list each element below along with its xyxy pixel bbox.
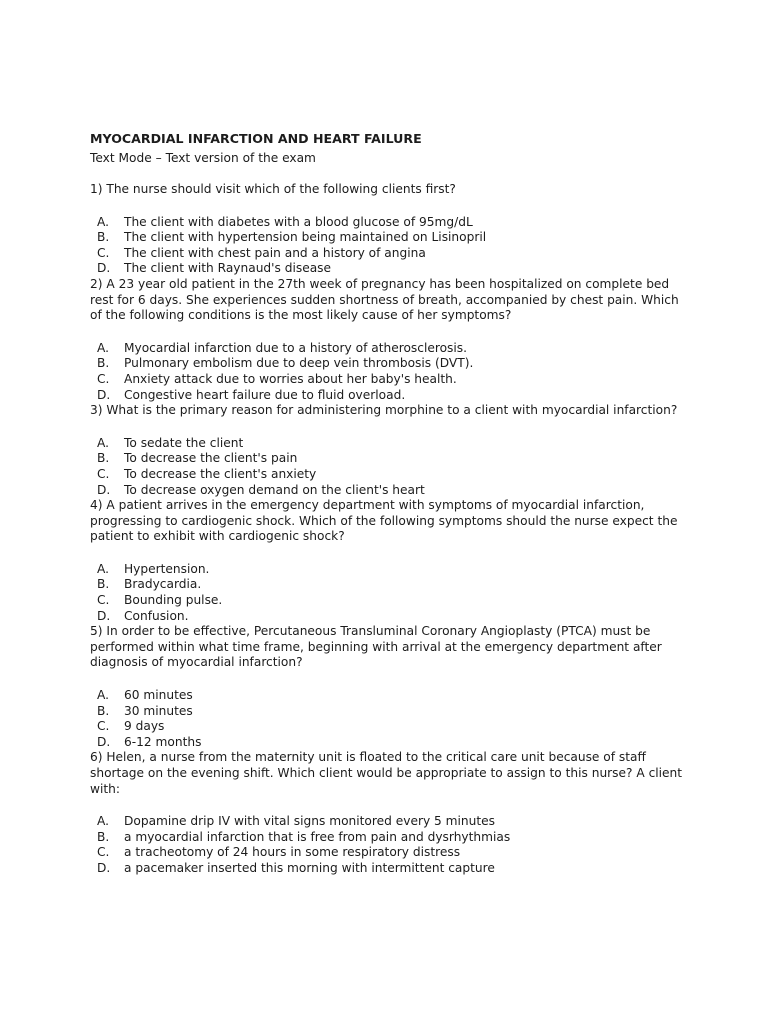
option-letter: A. bbox=[97, 688, 109, 703]
option-letter: C. bbox=[97, 466, 110, 481]
option-text: 30 minutes bbox=[124, 703, 193, 718]
option-text: The client with chest pain and a history of angina bbox=[124, 245, 426, 260]
option-text: Pulmonary embolism due to deep vein thrombosis (DVT). bbox=[124, 356, 474, 371]
option-letter: B. bbox=[97, 451, 110, 466]
option-text: 6-12 months bbox=[124, 734, 202, 749]
question-block bbox=[90, 498, 690, 624]
answer-option bbox=[90, 341, 690, 357]
answer-option bbox=[90, 609, 690, 625]
answer-option bbox=[90, 451, 690, 467]
option-letter: D. bbox=[97, 860, 111, 875]
answer-option bbox=[90, 467, 690, 483]
option-letter: A. bbox=[97, 214, 109, 229]
option-letter: A. bbox=[97, 561, 109, 576]
answer-options bbox=[90, 688, 690, 750]
answer-option bbox=[90, 562, 690, 578]
option-text: a tracheotomy of 24 hours in some respiratory distress bbox=[124, 845, 461, 860]
answer-option bbox=[90, 688, 690, 704]
option-letter: B. bbox=[97, 829, 110, 844]
option-letter: C. bbox=[97, 719, 110, 734]
option-letter: C. bbox=[97, 845, 110, 860]
answer-option bbox=[90, 704, 690, 720]
answer-option bbox=[90, 246, 690, 262]
option-text: Congestive heart failure due to fluid overload. bbox=[124, 387, 406, 402]
option-text: 9 days bbox=[124, 719, 165, 734]
answer-option bbox=[90, 830, 690, 846]
option-text: Dopamine drip IV with vital signs monitored every 5 minutes bbox=[124, 814, 495, 829]
answer-option bbox=[90, 483, 690, 499]
question-list bbox=[90, 182, 690, 877]
option-letter: D. bbox=[97, 482, 111, 497]
question-text: 5) In order to be effective, Percutaneous Transluminal Coronary Angioplasty (PTCA) must be performed within what time frame, beginning with arrival at the emergency department after diagnosis of myocardial infarction? bbox=[90, 624, 662, 670]
option-text: To sedate the client bbox=[124, 435, 244, 450]
option-text: To decrease the client's pain bbox=[124, 451, 298, 466]
option-letter: A. bbox=[97, 340, 109, 355]
question-block bbox=[90, 277, 690, 403]
answer-option bbox=[90, 814, 690, 830]
option-letter: B. bbox=[97, 703, 110, 718]
option-letter: C. bbox=[97, 593, 110, 608]
question-text: 4) A patient arrives in the emergency department with symptoms of myocardial infarction, progressing to cardiogenic shock. Which of the following symptoms should the nurse expect the patient to exhibit with cardiogenic shock? bbox=[90, 498, 678, 544]
option-letter: C. bbox=[97, 245, 110, 260]
option-text: Myocardial infarction due to a history of atherosclerosis. bbox=[124, 340, 467, 355]
option-letter: B. bbox=[97, 577, 110, 592]
option-letter: D. bbox=[97, 734, 111, 749]
document-subtitle: Text Mode – Text version of the exam bbox=[90, 151, 316, 165]
option-text: To decrease oxygen demand on the client's heart bbox=[124, 482, 425, 497]
option-letter: D. bbox=[97, 387, 111, 402]
answer-option bbox=[90, 436, 690, 452]
option-text: a pacemaker inserted this morning with intermittent capture bbox=[124, 860, 495, 875]
answer-options bbox=[90, 814, 690, 876]
option-text: Anxiety attack due to worries about her baby's health. bbox=[124, 371, 457, 386]
answer-option bbox=[90, 356, 690, 372]
answer-option bbox=[90, 861, 690, 877]
option-letter: A. bbox=[97, 814, 109, 829]
option-text: Hypertension. bbox=[124, 561, 210, 576]
question-block bbox=[90, 403, 690, 498]
question-block bbox=[90, 182, 690, 277]
answer-option bbox=[90, 388, 690, 404]
option-letter: C. bbox=[97, 371, 110, 386]
document-title: MYOCARDIAL INFARCTION AND HEART FAILURE bbox=[90, 131, 422, 146]
option-letter: B. bbox=[97, 356, 110, 371]
option-text: The client with hypertension being maintained on Lisinopril bbox=[124, 230, 487, 245]
answer-options bbox=[90, 562, 690, 624]
exam-page bbox=[90, 130, 690, 877]
option-text: Bounding pulse. bbox=[124, 593, 223, 608]
answer-option bbox=[90, 735, 690, 751]
option-text: Bradycardia. bbox=[124, 577, 202, 592]
option-text: a myocardial infarction that is free from pain and dysrhythmias bbox=[124, 829, 511, 844]
question-text: 6) Helen, a nurse from the maternity unit is floated to the critical care unit because of staff shortage on the evening shift. Which client would be appropriate to assign to this nurse? A client with: bbox=[90, 750, 683, 796]
question-block bbox=[90, 750, 690, 876]
answer-option bbox=[90, 372, 690, 388]
answer-option bbox=[90, 261, 690, 277]
question-text: 1) The nurse should visit which of the following clients first? bbox=[90, 182, 456, 196]
answer-option bbox=[90, 577, 690, 593]
answer-option bbox=[90, 215, 690, 231]
option-letter: D. bbox=[97, 261, 111, 276]
option-text: Confusion. bbox=[124, 608, 189, 623]
option-letter: D. bbox=[97, 608, 111, 623]
answer-options bbox=[90, 215, 690, 277]
answer-option bbox=[90, 719, 690, 735]
option-text: 60 minutes bbox=[124, 688, 193, 703]
answer-options bbox=[90, 436, 690, 498]
question-block bbox=[90, 624, 690, 750]
option-text: To decrease the client's anxiety bbox=[124, 466, 317, 481]
option-text: The client with Raynaud's disease bbox=[124, 261, 332, 276]
option-text: The client with diabetes with a blood glucose of 95mg/dL bbox=[124, 214, 473, 229]
answer-option bbox=[90, 230, 690, 246]
question-text: 2) A 23 year old patient in the 27th week of pregnancy has been hospitalized on complete bed rest for 6 days. She experiences sudden shortness of breath, accompanied by chest pain. Which of the following conditions is the most likely cause of her symptoms? bbox=[90, 276, 679, 323]
answer-option bbox=[90, 845, 690, 861]
answer-options bbox=[90, 341, 690, 403]
question-text: 3) What is the primary reason for administering morphine to a client with myocardial infarction? bbox=[90, 403, 678, 418]
option-letter: A. bbox=[97, 435, 109, 450]
option-letter: B. bbox=[97, 230, 110, 245]
answer-option bbox=[90, 593, 690, 609]
